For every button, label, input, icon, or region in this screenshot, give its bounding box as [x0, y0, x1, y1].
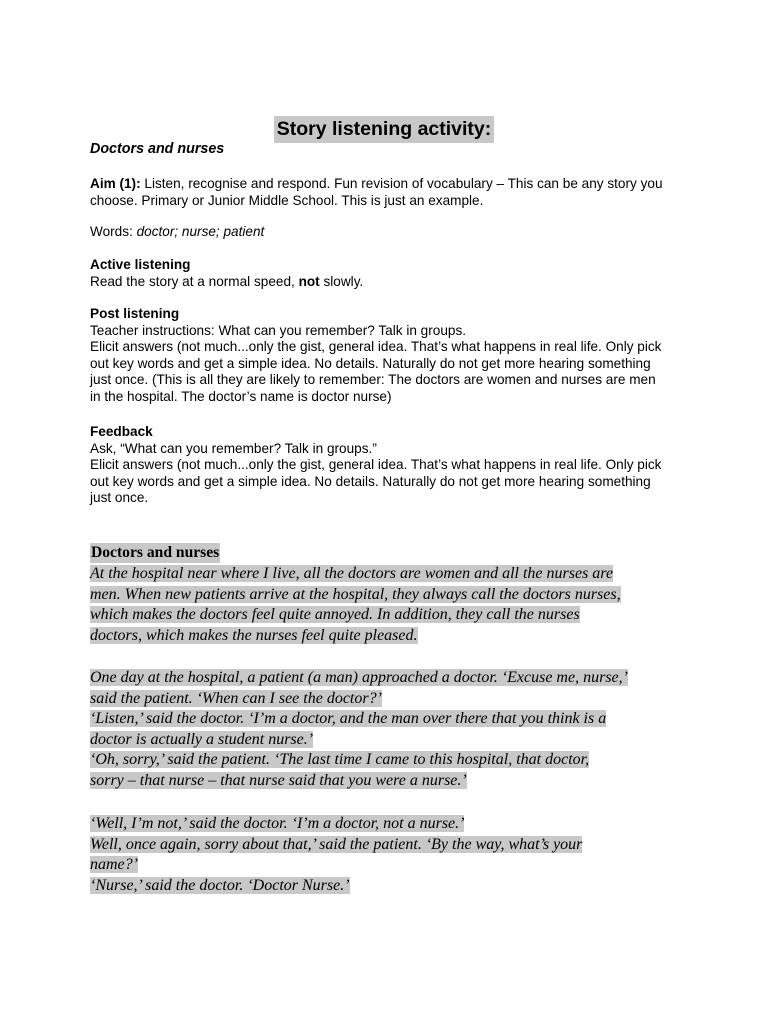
- story-line: Well, once again, sorry about that,’ said the patient. ‘By the way, what’s your: [90, 835, 583, 853]
- aim-text-line1: Listen, recognise and respond. Fun revision of vocabulary – This can be any story you: [144, 176, 663, 191]
- aim-text-line2: choose. Primary or Junior Middle School. This is just an example.: [90, 192, 484, 208]
- active-listening-section: [90, 257, 690, 290]
- active-listening-heading: Active listening: [90, 257, 191, 272]
- story-paragraph-3: [90, 814, 710, 896]
- aim-label: Aim (1):: [90, 176, 141, 191]
- feedback-heading: Feedback: [90, 424, 153, 439]
- post-listening-heading: Post listening: [90, 306, 180, 321]
- post-listening-line: Teacher instructions: What can you remember? Talk in groups.: [90, 322, 467, 338]
- feedback-line: Ask, “What can you remember? Talk in groups.”: [90, 440, 377, 456]
- story-title: Doctors and nurses: [91, 544, 220, 561]
- active-listening-text-before: Read the story at a normal speed,: [90, 273, 295, 289]
- feedback-line: Elicit answers (not much...only the gist, general idea. That’s what happens in real life. Only pick: [90, 457, 662, 472]
- subtitle: Doctors and nurses: [90, 141, 225, 157]
- feedback-section: [90, 424, 690, 507]
- story-line: name?’: [90, 856, 138, 874]
- story-line: sorry – that nurse – that nurse said that you were a nurse.’: [90, 771, 467, 789]
- story-line: doctors, which makes the nurses feel quite pleased.: [90, 626, 418, 644]
- story-line: One day at the hospital, a patient (a man) approached a doctor. ‘Excuse me, nurse,’: [90, 669, 628, 686]
- story-line: men. When new patients arrive at the hospital, they always call the doctors nurses,: [90, 585, 621, 603]
- story-line: ‘Well, I’m not,’ said the doctor. ‘I’m a doctor, not a nurse.’: [90, 815, 465, 832]
- story-paragraph-1: [90, 564, 710, 646]
- post-listening-line: Elicit answers (not much...only the gist, general idea. That’s what happens in real life. Only pick: [90, 339, 662, 354]
- story-paragraph-2: [90, 668, 710, 792]
- title-row: [0, 116, 768, 143]
- words-label: Words:: [90, 224, 133, 239]
- story-line: ‘Listen,’ said the doctor. ‘I’m a doctor, and the man over there that you think is a: [90, 710, 607, 728]
- story-line: said the patient. ‘When can I see the doctor?’: [90, 689, 382, 707]
- post-listening-line: out key words and get a simple idea. No details. Naturally do not get more hearing something: [90, 355, 651, 371]
- words-list: doctor; nurse; patient: [136, 224, 265, 239]
- feedback-line: out key words and get a simple idea. No details. Naturally do not get more hearing something: [90, 473, 651, 489]
- story-line: ‘Oh, sorry,’ said the patient. ‘The last time I came to this hospital, that doctor,: [90, 751, 590, 769]
- story-line: At the hospital near where I live, all the doctors are women and all the nurses are: [90, 565, 614, 582]
- story-line: doctor is actually a student nurse.’: [90, 730, 314, 748]
- aim-section: [90, 176, 690, 209]
- story-line: ‘Nurse,’ said the doctor. ‘Doctor Nurse.’: [90, 876, 350, 894]
- page-title: Story listening activity:: [274, 116, 495, 143]
- feedback-line: just once.: [90, 490, 149, 505]
- story-line: which makes the doctors feel quite annoyed. In addition, they call the nurses: [90, 606, 580, 624]
- post-listening-section: [90, 306, 690, 405]
- words-section: [90, 224, 690, 241]
- active-listening-emphasis: not: [298, 273, 320, 289]
- post-listening-line: in the hospital. The doctor’s name is doctor nurse): [90, 388, 392, 404]
- post-listening-line: just once. (This is all they are likely to remember: The doctors are women and nurses are men: [90, 372, 656, 387]
- active-listening-text-after: slowly.: [323, 273, 364, 289]
